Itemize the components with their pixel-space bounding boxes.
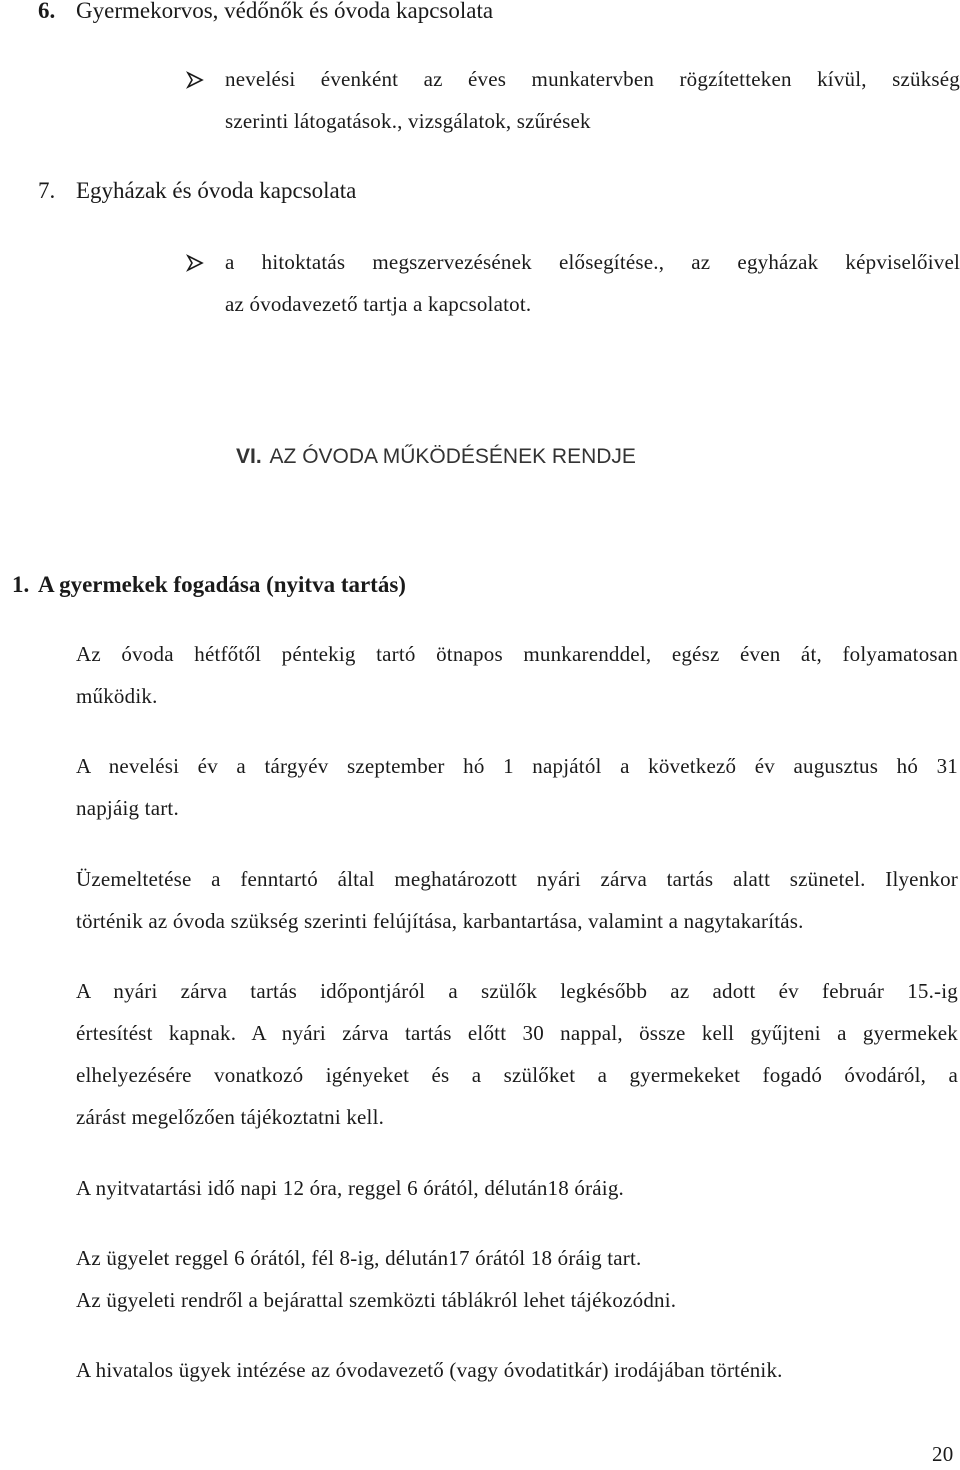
section-6-number: 6.: [38, 0, 56, 23]
paragraph-3-line-1: Üzemeltetése a fenntartó által meghatározott nyári zárva tartás alatt szünetel. Ilyenkor: [76, 867, 958, 891]
chapter-number: VI.: [236, 445, 262, 468]
paragraph-1-line-1: Az óvoda hétfőtől péntekig tartó ötnapos munkarenddel, egész éven át, folyamatosan: [76, 642, 958, 666]
paragraph-4-line-2: értesítést kapnak. A nyári zárva tartás előtt 30 nappal, össze kell gyűjteni a gyermekek: [76, 1021, 958, 1045]
paragraph-2-line-1: A nevelési év a tárgyév szeptember hó 1 napjától a következő év augusztus hó 31: [76, 754, 958, 778]
section-7-bullet-line-2: az óvodavezető tartja a kapcsolatot.: [225, 292, 532, 316]
paragraph-3-line-2: történik az óvoda szükség szerinti felújítása, karbantartása, valamint a nagytakarítás.: [76, 909, 804, 933]
section-6-bullet-line-1: nevelési évenként az éves munkatervben rögzítetteken kívül, szükség: [225, 67, 960, 91]
subsection-title: A gyermekek fogadása (nyitva tartás): [38, 572, 406, 597]
chapter-title: AZ ÓVODA MŰKÖDÉSÉNEK RENDJE: [269, 445, 636, 468]
paragraph-4-line-3: elhelyezésére vonatkozó igényeket és a szülőket a gyermekeket fogadó óvodáról, a: [76, 1063, 958, 1087]
paragraph-5: A nyitvatartási idő napi 12 óra, reggel 6 órától, délután18 óráig.: [76, 1176, 624, 1200]
paragraph-7: Az ügyeleti rendről a bejárattal szemközti táblákról lehet tájékozódni.: [76, 1288, 677, 1312]
arrowhead-bullet-icon: [186, 71, 204, 89]
paragraph-1-line-2: működik.: [76, 684, 158, 708]
section-6-bullet-line-2: szerinti látogatások., vizsgálatok, szűrések: [225, 109, 591, 133]
paragraph-4-line-4: zárást megelőzően tájékoztatni kell.: [76, 1105, 385, 1129]
arrowhead-bullet-icon: [186, 254, 204, 272]
section-7-title: Egyházak és óvoda kapcsolata: [76, 178, 357, 203]
chapter-heading: [236, 445, 636, 469]
page-number: 20: [932, 1442, 954, 1466]
paragraph-8: A hivatalos ügyek intézése az óvodavezető (vagy óvodatitkár) irodájában történik.: [76, 1358, 783, 1382]
paragraph-2-line-2: napjáig tart.: [76, 796, 179, 820]
subsection-number: 1.: [12, 572, 30, 597]
paragraph-6: Az ügyelet reggel 6 órától, fél 8-ig, délután17 órától 18 óráig tart.: [76, 1246, 642, 1270]
section-6-title: Gyermekorvos, védőnők és óvoda kapcsolata: [76, 0, 494, 23]
paragraph-4-line-1: A nyári zárva tartás időpontjáról a szülők legkésőbb az adott év február 15.-ig: [76, 979, 958, 1003]
section-7-bullet-line-1: a hitoktatás megszervezésének elősegítése., az egyházak képviselőivel: [225, 250, 960, 274]
section-7-number: 7.: [38, 178, 56, 203]
